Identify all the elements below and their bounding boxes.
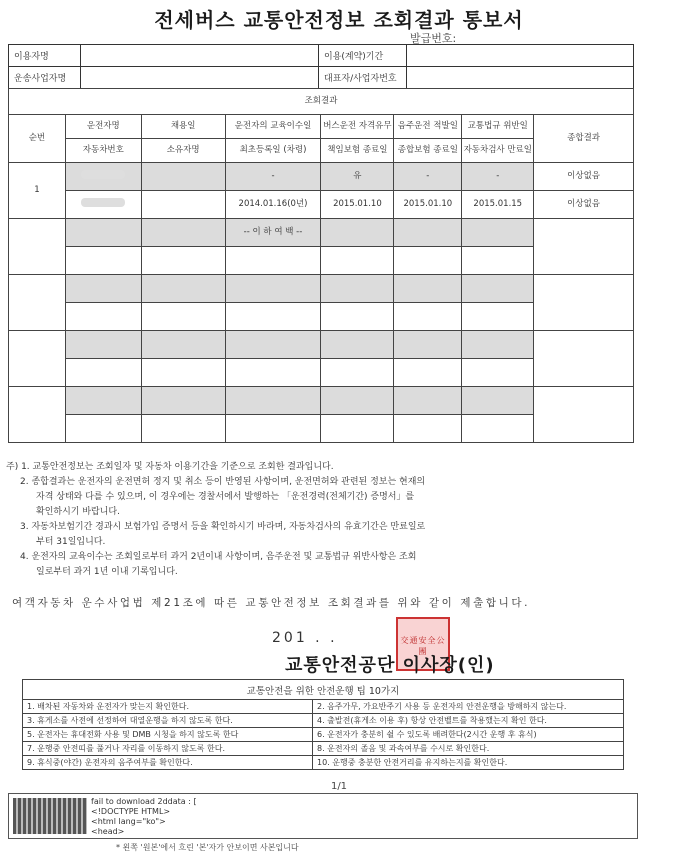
empty-cell [462,387,534,415]
results-section-title: 조회결과 [9,89,634,115]
header-violation: 교통법규 위반일 [462,115,534,139]
issue-number-label: 발급번호: [410,32,457,45]
tip-item: 5. 운전자는 휴대전화 사용 및 DMB 시청을 하지 않도록 한다 [23,728,313,742]
empty-cell [394,331,462,359]
row1-hire [141,163,225,191]
row1-comprehensive: 2015.01.10 [394,191,462,219]
empty-cell [321,387,394,415]
empty-cell [141,415,225,443]
row1-car-no [65,191,141,219]
row1-violation: - [462,163,534,191]
issuer-signature: 교통안전공단 이사장(인) [285,655,495,676]
issue-date: 201 . . [272,630,338,646]
row1-drunk: - [394,163,462,191]
empty-cell [141,331,225,359]
empty-seq [9,331,66,387]
note-line: 4. 운전자의 교육이수는 조회일로부터 과거 2년이내 사항이며, 음주운전 및 교통법규 위반사항은 조회 [20,552,417,562]
operator-label: 운송사업자명 [9,67,81,89]
header-owner: 소유자명 [141,139,225,163]
note-line: 주) 1. 교통안전정보는 조회일자 및 자동차 이용기간을 기준으로 조회한 결과입니다. [6,462,334,472]
row1-seq: 1 [9,163,66,219]
tip-item: 3. 휴게소를 사전에 선정하여 대열운행을 하지 않도록 한다. [23,714,313,728]
note-line: 자격 상태와 다를 수 있으며, 이 경우에는 경찰서에서 발행하는 「운전경력(전체기간) 증명서」를 [36,492,415,502]
barcode-error-text [91,797,197,837]
empty-cell [394,359,462,387]
empty-cell [321,219,394,247]
rep-value [407,67,634,89]
header-liability: 책임보험 종료일 [321,139,394,163]
empty-overall [534,387,634,443]
tips-title: 교통안전을 위한 안전운행 팁 10가지 [23,680,624,700]
note-line: 2. 종합결과는 운전자의 운전면허 정지 및 취소 등이 반영된 사항이며, 운전면허와 관련된 정보는 현재의 [20,477,426,487]
empty-cell [462,415,534,443]
empty-cell [225,387,321,415]
empty-cell [225,359,321,387]
empty-seq [9,219,66,275]
header-overall: 종합결과 [534,115,634,163]
header-drunk: 음주운전 적발일 [394,115,462,139]
empty-cell [65,387,141,415]
rep-label: 대표자/사업자번호 [319,67,407,89]
empty-seq [9,387,66,443]
empty-cell [225,415,321,443]
empty-cell [462,275,534,303]
operator-value [81,67,319,89]
empty-cell [321,331,394,359]
tip-item: 1. 배차된 자동차와 운전자가 맞는지 확인한다. [23,700,313,714]
row1-bus-qual: 유 [321,163,394,191]
tip-item: 6. 운전자가 충분히 쉴 수 있도록 배려한다(2시간 운행 후 휴식) [313,728,624,742]
tips-table [22,679,624,770]
header-seq: 순번 [9,115,66,163]
row1-driver [65,163,141,191]
row1-overall: 이상없음 [534,163,634,191]
empty-cell [462,359,534,387]
note-line: 일로부터 과거 1년 이내 기록입니다. [36,567,178,577]
empty-cell [394,275,462,303]
empty-cell [225,247,321,275]
row1-first-reg: 2014.01.16(0년) [225,191,321,219]
notes-section [6,460,636,580]
declaration-text: 여객자동차 운수사업법 제21조에 따른 교통안전정보 조회결과를 위와 같이 제출합니다. [12,597,531,609]
empty-cell [462,219,534,247]
error-line: <!DOCTYPE HTML> [91,807,171,816]
empty-cell [394,387,462,415]
empty-seq [9,275,66,331]
note-line: 3. 자동차보험기간 경과시 보험가입 증명서 등을 확인하시기 바라며, 자동차검사의 유효기간은 만료일로 [20,522,426,532]
empty-cell [394,303,462,331]
empty-cell [225,275,321,303]
header-comprehensive: 종합보험 종료일 [394,139,462,163]
empty-cell [225,331,321,359]
header-first-reg: 최초등록일 (차령) [225,139,321,163]
period-label: 이용(계약)기간 [319,45,407,67]
empty-cell [394,247,462,275]
header-car-no: 자동차번호 [65,139,141,163]
empty-cell [462,303,534,331]
document-title: 전세버스 교통안전정보 조회결과 통보서 [154,8,524,32]
empty-cell [141,387,225,415]
redacted-driver-name [81,170,125,179]
tip-item: 7. 운행중 안전띠를 풀거나 자리를 이동하지 않도록 한다. [23,742,313,756]
error-line: <html lang="ko"> [91,817,166,826]
empty-cell [65,219,141,247]
header-inspection: 자동차검사 만료일 [462,139,534,163]
redacted-car-number [81,198,125,207]
official-seal-icon: 交通安全公團 [396,617,450,671]
empty-cell [141,247,225,275]
blank-marker: -- 이 하 여 백 -- [225,219,321,247]
empty-cell [321,303,394,331]
tip-item: 4. 출발전(휴게소 이용 후) 항상 안전벨트를 착용했는지 확인 한다. [313,714,624,728]
error-line: <head> [91,827,125,836]
empty-cell [321,247,394,275]
user-name-label: 이용자명 [9,45,81,67]
info-table [8,44,634,89]
row1-inspection: 2015.01.15 [462,191,534,219]
row1-owner [141,191,225,219]
empty-cell [321,359,394,387]
header-hire: 채용일 [141,115,225,139]
row1-edu: - [225,163,321,191]
row1-liability: 2015.01.10 [321,191,394,219]
note-line: 확인하시기 바랍니다. [36,507,120,517]
header-driver: 운전자명 [65,115,141,139]
empty-cell [141,303,225,331]
tip-item: 2. 음주가무, 가요반주기 사용 등 운전자의 안전운행을 방해하지 않는다. [313,700,624,714]
empty-cell [65,415,141,443]
results-table [8,88,634,443]
empty-cell [225,303,321,331]
tip-item: 9. 휴식중(야간) 운전자의 음주여부를 확인한다. [23,756,313,770]
header-bus-qual: 버스운전 자격유무 [321,115,394,139]
copy-footnote: * 왼쪽 '원본'에서 흐린 '본'자가 안보이면 사본입니다 [116,843,299,852]
error-line: fail to download 2ddata : [ [91,797,197,806]
2d-barcode-icon [13,798,87,834]
note-line: 부터 31일입니다. [36,537,106,547]
empty-cell [141,275,225,303]
period-value [407,45,634,67]
row1-overall-2: 이상없음 [534,191,634,219]
empty-cell [65,247,141,275]
user-name-value [81,45,319,67]
empty-overall [534,275,634,331]
empty-cell [394,219,462,247]
tip-item: 8. 운전자의 졸음 및 과속여부를 수시로 확인한다. [313,742,624,756]
empty-cell [65,331,141,359]
empty-cell [321,415,394,443]
empty-cell [65,359,141,387]
empty-overall [534,219,634,275]
empty-cell [394,415,462,443]
empty-cell [462,247,534,275]
empty-cell [141,219,225,247]
header-edu: 운전자의 교육이수일 [225,115,321,139]
tip-item: 10. 운행중 충분한 안전거리를 유지하는지를 확인한다. [313,756,624,770]
empty-cell [141,359,225,387]
empty-cell [321,275,394,303]
empty-cell [65,275,141,303]
empty-cell [462,331,534,359]
empty-cell [65,303,141,331]
barcode-footer [8,793,638,839]
empty-overall [534,331,634,387]
page-number: 1/1 [330,781,348,792]
